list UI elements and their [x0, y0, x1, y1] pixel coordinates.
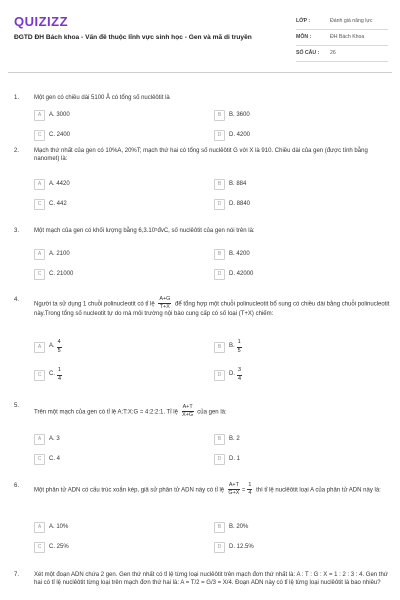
fraction-numerator: 1 [247, 483, 252, 490]
option-b[interactable] [214, 337, 382, 357]
option-letter-box: D [214, 370, 225, 381]
meta-class-value: Đánh giá năng lực [330, 18, 373, 25]
question-text: Xét một đoạn ADN chứa 2 gen. Gen thứ nhất có tỉ lệ từng loại nuclêôtit trên mạch đơn thứ nhất là: A : T : G : X = 1 : 2 : 3 : 4. Gen thứ hai có tỉ lệ nuclêôtit từng loại trên mạch đơn thứ hai là: A = T/2 = G/3 = X/4. Đoạn ADN này có tỉ lệ từng loại nuclêôtit là bao nhiêu? [34, 572, 388, 586]
option-a[interactable] [34, 248, 202, 261]
option-text: A. 10% [49, 523, 69, 530]
option-letter-box: D [214, 454, 225, 465]
meta-class-label: LỚP : [296, 18, 311, 25]
option-d[interactable] [214, 453, 382, 466]
option-text: A. 3 [49, 435, 60, 442]
option-c[interactable] [34, 268, 202, 281]
option-a[interactable] [34, 178, 202, 191]
fraction-numerator: A+G [158, 297, 171, 304]
question-text-a: Người ta sử dụng 1 chuỗi polinucleotit có tỉ lệ [34, 301, 155, 308]
fraction-numerator: A+T [228, 483, 240, 490]
meta-class-row [296, 14, 388, 30]
ratio-fraction [158, 297, 171, 311]
option-text: D. 42000 [229, 270, 254, 277]
option-text: A. [49, 343, 55, 350]
ratio-fraction [228, 483, 240, 497]
question-text [34, 297, 392, 319]
option-letter-box: C [34, 542, 45, 553]
ratio-fraction [182, 405, 194, 419]
option-d[interactable] [214, 365, 382, 385]
header-divider [8, 72, 392, 73]
fraction-numerator: A+T [182, 405, 194, 412]
option-letter-box: B [214, 110, 225, 121]
quizizz-logo: QUIZIZZ [14, 14, 69, 29]
question-text: Mạch thứ nhất của gen có 10%A, 20%T; mạch thứ hai có tổng số nuclêôtit G với X là 910. Chiều dài của gen (được tính bằng nanomet) là: [34, 148, 368, 162]
meta-count-label: SỐ CÂU : [296, 50, 320, 57]
meta-subject-row [296, 30, 388, 46]
option-text: C. 442 [49, 200, 67, 207]
option-letter-box: A [34, 249, 45, 260]
fraction-denominator: 4 [248, 490, 252, 497]
option-text: A. 3000 [49, 111, 70, 118]
option-letter-box: C [34, 199, 45, 210]
option-c[interactable] [34, 198, 202, 211]
option-letter-box: D [214, 269, 225, 280]
option-c[interactable] [34, 541, 202, 554]
option-text: D. [229, 371, 235, 378]
fraction-numerator: 3 [237, 368, 242, 375]
worksheet-title: ĐGTD ĐH Bách khoa - Vấn đề thuộc lĩnh vực sinh học - Gen và mã di truyền [14, 34, 252, 41]
option-c[interactable] [34, 453, 202, 466]
question-number: 3. [14, 228, 20, 234]
question-text-b: của gen là: [197, 409, 227, 416]
option-text: B. 2 [229, 435, 240, 442]
option-letter-box: C [34, 130, 45, 141]
fraction-numerator: 1 [57, 368, 62, 375]
question-text-a: Một phân tử ADN có cấu trúc xoắn kép, giả sử phân tử ADN này có tỉ lệ [34, 487, 225, 494]
option-text: A. 4420 [49, 180, 70, 187]
meta-count-row [296, 46, 388, 62]
option-b[interactable] [214, 178, 382, 191]
option-letter-box: A [34, 179, 45, 190]
option-text: D. 8840 [229, 200, 251, 207]
option-letter-box: D [214, 199, 225, 210]
option-b[interactable] [214, 109, 382, 122]
option-text: C. 21000 [49, 270, 74, 277]
fraction-denominator: 5 [57, 347, 61, 354]
fraction-denominator: G+X [228, 490, 240, 497]
meta-count-value: 26 [330, 50, 336, 57]
question-text: Một mạch của gen có khối lượng bằng 6,3.10⁵đvC, số nuclêôtit của gen nói trên là: [34, 228, 255, 234]
option-text: B. 20% [229, 523, 249, 530]
question-text-b: thì tỉ lệ nuclêôtit loại A của phân tử ADN này là: [256, 487, 381, 494]
option-letter-box: C [34, 370, 45, 381]
question-number: 2. [14, 148, 20, 154]
option-d[interactable] [214, 541, 382, 554]
option-letter-box: A [34, 342, 45, 353]
fraction-denominator: 4 [238, 375, 241, 382]
option-text: A. 2100 [49, 250, 70, 257]
option-b[interactable] [214, 521, 382, 534]
option-d[interactable] [214, 268, 382, 281]
option-text: B. 4200 [229, 250, 250, 257]
option-letter-box: A [34, 522, 45, 533]
option-letter-box: C [34, 269, 45, 280]
question-number: 7. [14, 572, 20, 578]
option-d[interactable] [214, 129, 382, 142]
question-text-a: Trên một mạch của gen có tỉ lệ A:T:X:G = 4:2:2:1. Tỉ lệ [34, 409, 178, 416]
option-letter-box: B [214, 434, 225, 445]
option-b[interactable] [214, 433, 382, 446]
option-a[interactable] [34, 109, 202, 122]
fraction-denominator: T+X [159, 304, 170, 311]
question-text-b: để tổng hợp một chuỗi polinucleotit bổ sung có chiều dài bằng chuỗi polinucleotit này.Trong tổng số nucleotit tự do mà môi trường nội bào cung cấp có số loại (T+X) chiếm: [34, 301, 390, 317]
option-text: D. 4200 [229, 131, 251, 138]
question-number: 4. [14, 297, 20, 303]
option-letter-box: C [34, 454, 45, 465]
question-text: Một gen có chiều dài 5100 Å có tổng số nuclêôtit là [34, 95, 170, 101]
worksheet-meta [296, 14, 388, 62]
option-fraction [237, 340, 242, 354]
option-fraction [237, 368, 242, 382]
option-text: C. 2400 [49, 131, 71, 138]
option-a[interactable] [34, 337, 202, 357]
option-fraction [57, 340, 62, 354]
question-number: 6. [14, 483, 20, 489]
option-text: D. 12.5% [229, 543, 254, 550]
option-letter-box: D [214, 130, 225, 141]
option-letter-box: D [214, 542, 225, 553]
option-text: D. 1 [229, 455, 241, 462]
option-c[interactable] [34, 129, 202, 142]
option-letter-box: B [214, 179, 225, 190]
option-a[interactable] [34, 433, 202, 446]
fraction-denominator: 4 [58, 375, 61, 382]
fraction-numerator: 1 [237, 340, 242, 347]
option-letter-box: B [214, 342, 225, 353]
option-c[interactable] [34, 365, 202, 385]
fraction-denominator: X+G [182, 412, 194, 419]
option-text: C. 25% [49, 543, 69, 550]
meta-subject-label: MÔN : [296, 34, 312, 41]
option-letter-box: A [34, 110, 45, 121]
option-text: B. 884 [229, 180, 247, 187]
option-text: B. [229, 343, 235, 350]
meta-subject-value: ĐH Bách Khoa [330, 34, 365, 41]
option-d[interactable] [214, 198, 382, 211]
option-letter-box: A [34, 434, 45, 445]
option-text: C. 4 [49, 455, 61, 462]
option-a[interactable] [34, 521, 202, 534]
option-fraction [57, 368, 62, 382]
option-b[interactable] [214, 248, 382, 261]
option-letter-box: B [214, 249, 225, 260]
fraction-numerator: 4 [57, 340, 62, 347]
question-text: Một phân tử ADN có cấu trúc xoắn kép, giả sử phân tử ADN này có tỉ lệ $\frac{A+T}{G+X}$ = $\frac{1}{4}$ thì tỉ lệ nuclêôtit loại A của phân tử ADN này là: [34, 482, 381, 497]
option-letter-box: B [214, 522, 225, 533]
fraction-denominator: 5 [237, 347, 241, 354]
ratio-value-fraction [247, 483, 252, 497]
question-number: 5. [14, 403, 20, 409]
question-text [34, 405, 392, 419]
question-number: 1. [14, 95, 20, 101]
option-text: C. [49, 371, 55, 378]
option-text: B. 3600 [229, 111, 250, 118]
